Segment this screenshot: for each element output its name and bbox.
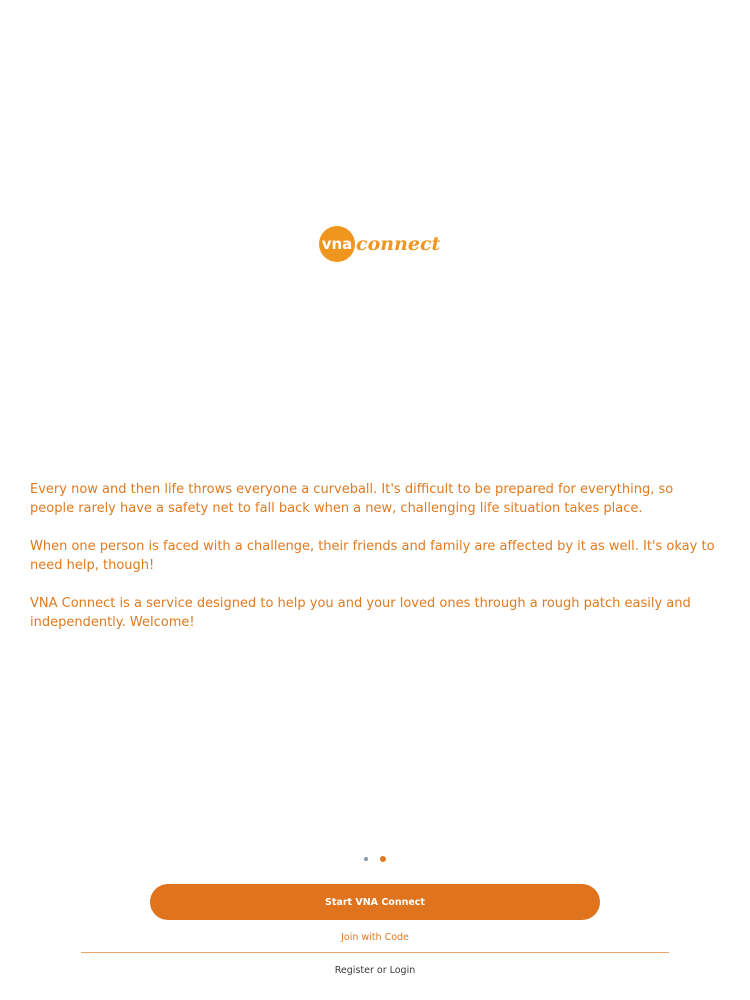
page-dot-2-active[interactable] <box>380 856 386 862</box>
logo-circle-text: vna <box>321 235 353 253</box>
divider <box>81 952 669 953</box>
intro-text <box>30 480 720 651</box>
intro-paragraph-2: When one person is faced with a challenge, their friends and family are affected by it as well. It's okay to need help, though! <box>30 539 715 573</box>
page-indicator <box>0 855 750 863</box>
logo-script-text: connect <box>356 233 441 255</box>
intro-paragraph-3: VNA Connect is a service designed to help you and your loved ones through a rough patch easily and independently. Welcome! <box>30 596 691 630</box>
intro-paragraph-1: Every now and then life throws everyone a curveball. It's difficult to be prepared for everything, so people rarely have a safety net to fall back when a new, challenging life situation takes place. <box>30 482 674 516</box>
register-or-login-link[interactable]: Register or Login <box>334 965 416 976</box>
page-dot-1[interactable] <box>364 857 368 861</box>
vna-connect-logo <box>319 224 441 264</box>
start-vna-connect-button[interactable]: Start VNA Connect <box>150 884 600 920</box>
join-with-code-link[interactable]: Join with Code <box>341 932 409 943</box>
